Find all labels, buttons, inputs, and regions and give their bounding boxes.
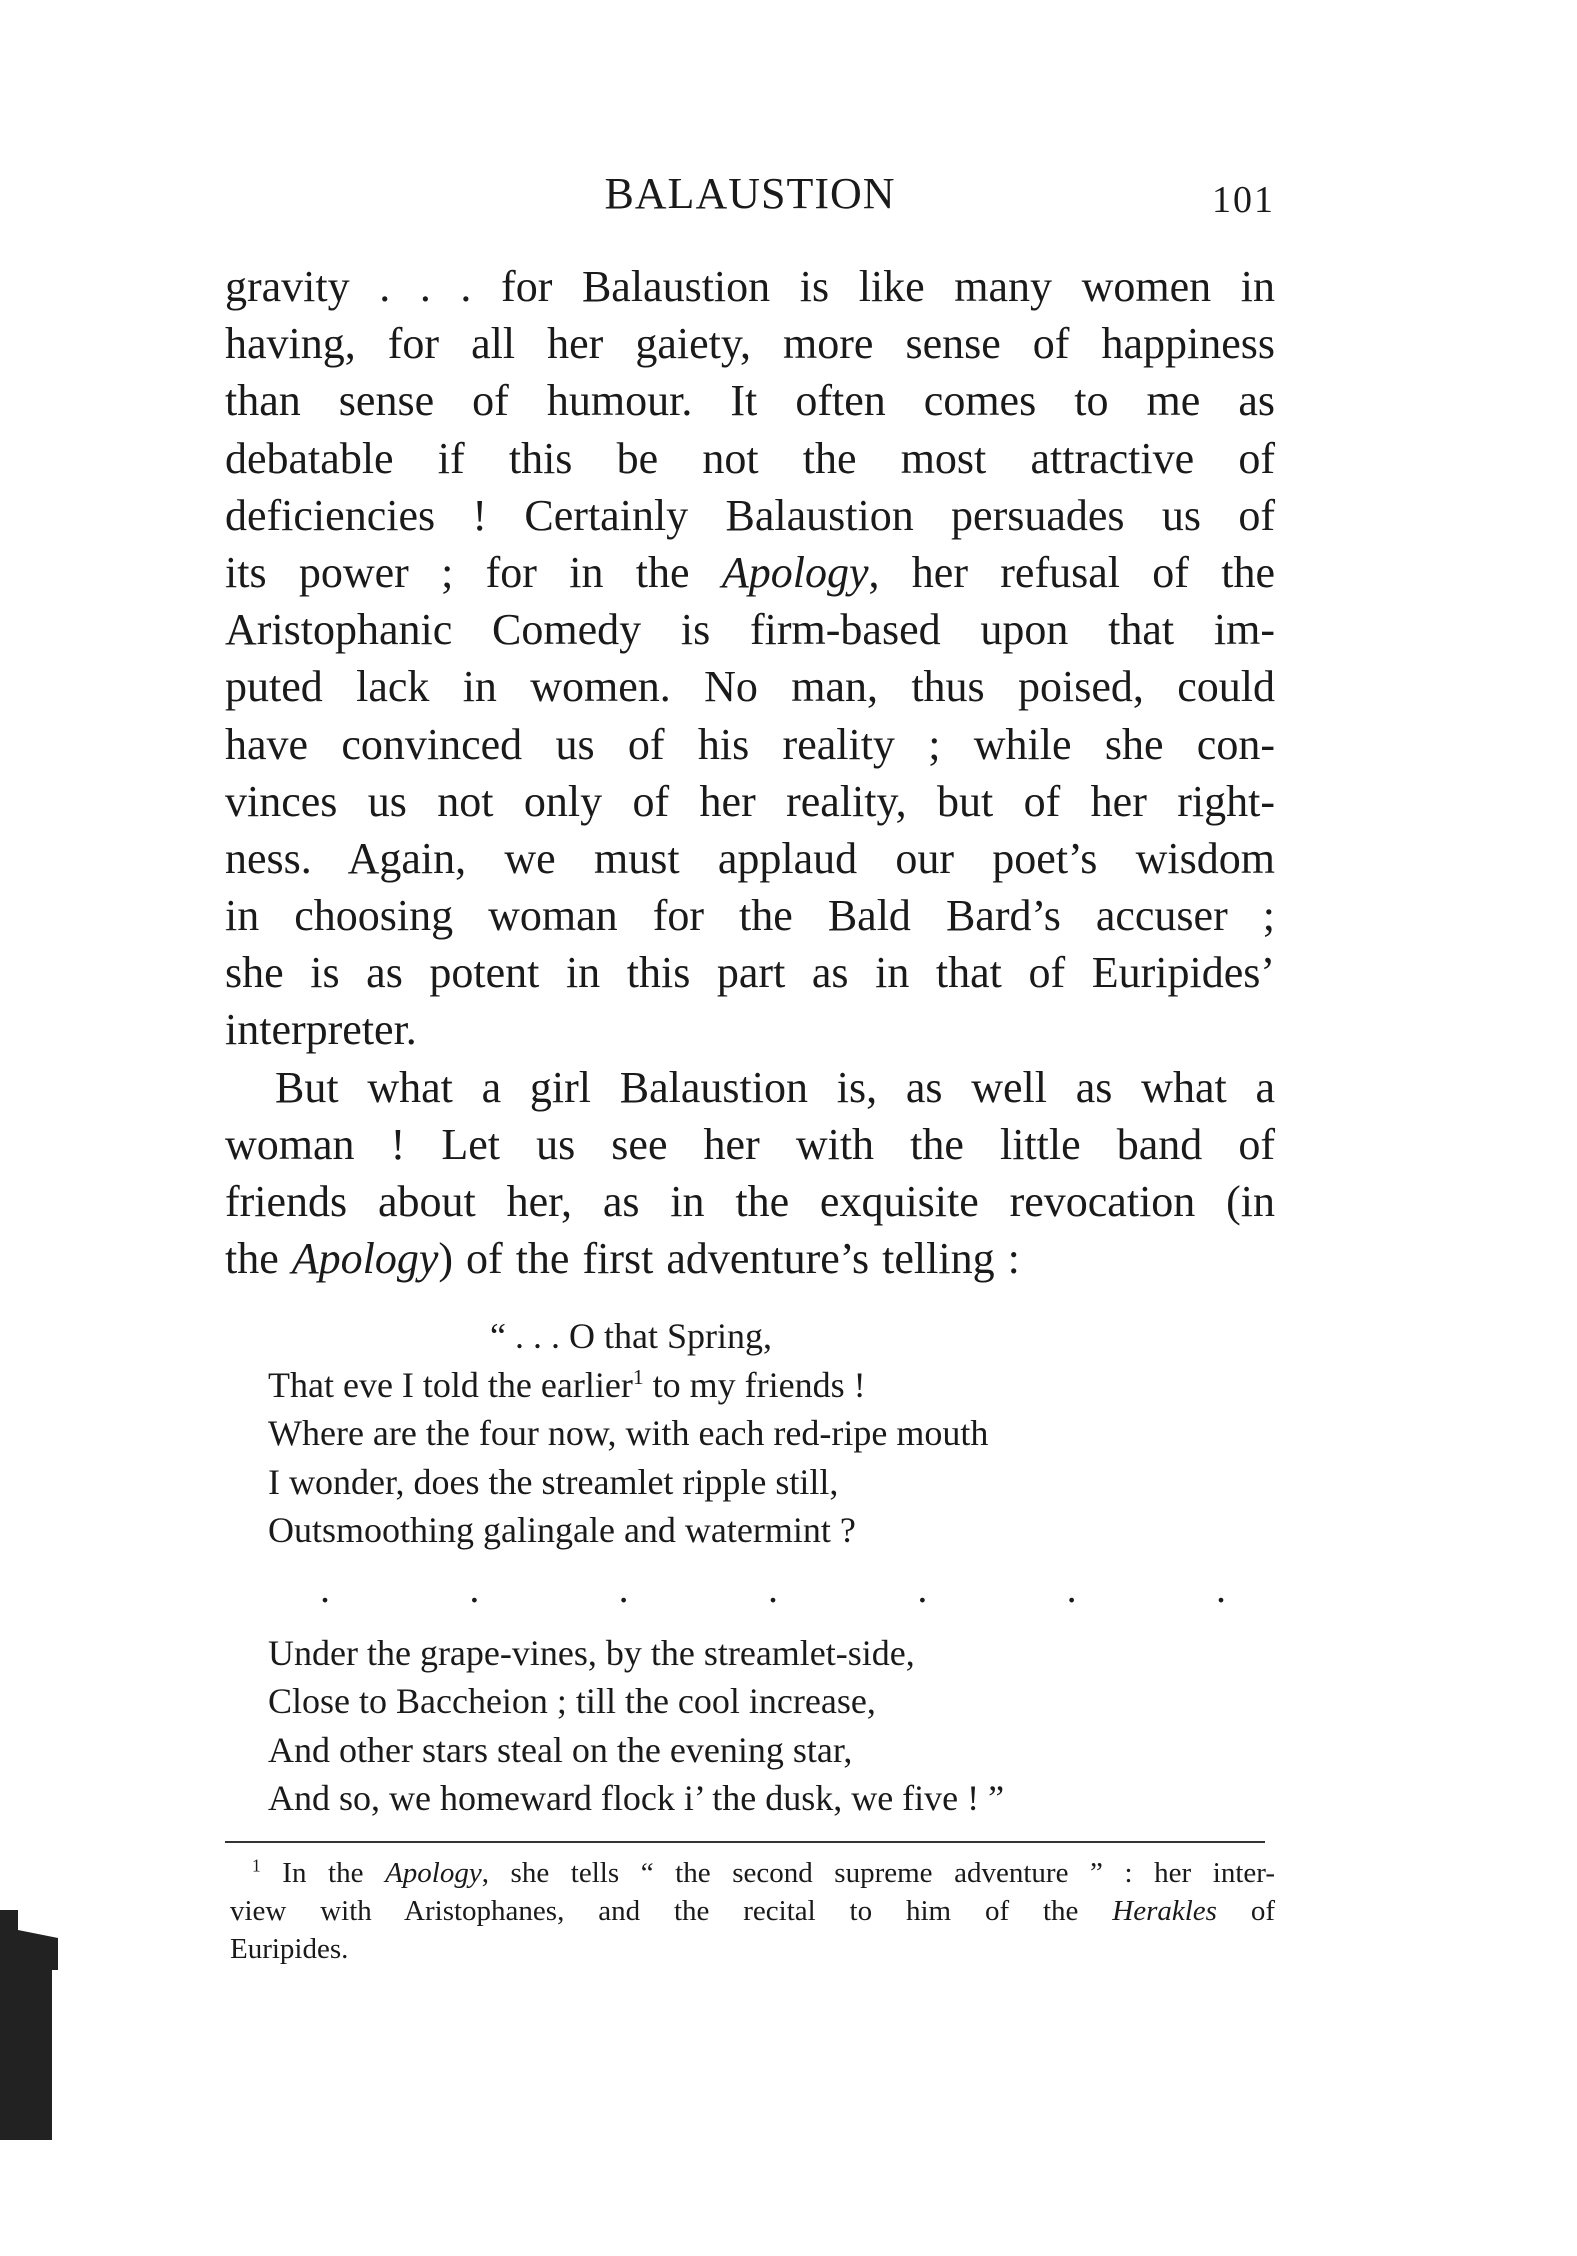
ellipsis-dot: . bbox=[1215, 1566, 1226, 1612]
text-run: view with Aristophanes, and the recital to him of the bbox=[230, 1895, 1113, 1927]
footnote bbox=[230, 1854, 1275, 1968]
body-line bbox=[225, 544, 1275, 601]
body-line: ness. Again, we must applaud our poet’s wisdom bbox=[225, 833, 1275, 883]
verse-line: Close to Baccheion ; till the cool increase, bbox=[268, 1681, 876, 1721]
text-run: , she tells “ the second supreme adventure ” : her inter- bbox=[481, 1857, 1275, 1889]
verse-line bbox=[268, 1361, 1268, 1410]
ellipsis-dots bbox=[320, 1555, 1226, 1625]
verse-quotation bbox=[268, 1312, 1268, 1823]
text-run: In the bbox=[260, 1857, 386, 1889]
verse-line: Outsmoothing galingale and watermint ? bbox=[268, 1510, 856, 1550]
body-line: in choosing woman for the Bald Bard’s accuser ; bbox=[225, 891, 1275, 941]
body-line: Aristophanic Comedy is firm-based upon that im- bbox=[225, 605, 1275, 655]
footnote-line bbox=[230, 1854, 1275, 1892]
page-number: 101 bbox=[1212, 179, 1275, 221]
scan-edge-shadow bbox=[0, 1910, 70, 2140]
body-text bbox=[225, 258, 1275, 1287]
text-run: its power ; for in the bbox=[225, 547, 722, 597]
body-line: gravity . . . for Balaustion is like many women in bbox=[225, 262, 1275, 311]
footnote-marker: 1 bbox=[252, 1855, 261, 1876]
text-run: to my friends ! bbox=[643, 1364, 866, 1405]
body-line: than sense of humour. It often comes to me as bbox=[225, 376, 1275, 426]
verse-line: And other stars steal on the evening star, bbox=[268, 1729, 853, 1770]
page-header bbox=[225, 168, 1275, 238]
ellipsis-dot: . bbox=[469, 1566, 480, 1612]
text-run: the bbox=[225, 1234, 292, 1284]
body-line: woman ! Let us see her with the little band of bbox=[225, 1119, 1275, 1169]
italic-title: Apology bbox=[385, 1857, 482, 1889]
text-run: ) of the first adventure’s telling : bbox=[438, 1234, 1020, 1284]
body-line: But what a girl Balaustion is, as well as what a bbox=[275, 1062, 1275, 1112]
footnote-line bbox=[230, 1892, 1275, 1930]
verse-line: “ . . . O that Spring, bbox=[490, 1316, 772, 1356]
text-run: of bbox=[1216, 1895, 1275, 1927]
ellipsis-dot: . bbox=[320, 1566, 330, 1612]
verse-stanza bbox=[268, 1629, 1268, 1823]
body-line: having, for all her gaiety, more sense of happiness bbox=[225, 319, 1275, 369]
italic-title: Herakles bbox=[1112, 1895, 1217, 1927]
body-line: deficiencies ! Certainly Balaustion persuades us of bbox=[225, 490, 1275, 540]
body-line: have convinced us of his reality ; while she con- bbox=[225, 719, 1275, 769]
ellipsis-dot: . bbox=[618, 1566, 629, 1612]
body-line bbox=[225, 1230, 1275, 1287]
ellipsis-dot: . bbox=[1066, 1566, 1077, 1612]
body-line: vinces us not only of her reality, but of her right- bbox=[225, 776, 1275, 826]
body-line: friends about her, as in the exquisite revocation (in bbox=[225, 1177, 1275, 1226]
verse-line: I wonder, does the streamlet ripple still, bbox=[268, 1461, 839, 1502]
footnote-line: Euripides. bbox=[230, 1933, 349, 1965]
ellipsis-dot: . bbox=[917, 1566, 928, 1612]
verse-line: And so, we homeward flock i’ the dusk, we five ! ” bbox=[268, 1778, 1005, 1818]
body-line: debatable if this be not the most attractive of bbox=[225, 433, 1275, 483]
verse-line: Where are the four now, with each red-ripe mouth bbox=[268, 1413, 989, 1453]
footnote-divider bbox=[225, 1841, 1265, 1843]
text-run: That eve I told the earlier bbox=[268, 1364, 633, 1405]
body-line: she is as potent in this part as in that of Euripides’ bbox=[225, 948, 1275, 998]
italic-title: Apology bbox=[291, 1234, 439, 1284]
body-line: interpreter. bbox=[225, 1005, 417, 1055]
footnote-ref: 1 bbox=[632, 1364, 644, 1389]
ellipsis-dot: . bbox=[767, 1566, 778, 1612]
body-line: puted lack in women. No man, thus poised, could bbox=[225, 662, 1275, 712]
text-run: , her refusal of the bbox=[868, 547, 1275, 597]
italic-title: Apology bbox=[721, 547, 869, 597]
verse-line: Under the grape-vines, by the streamlet-side, bbox=[268, 1632, 915, 1673]
running-title: BALAUSTION bbox=[604, 169, 896, 218]
